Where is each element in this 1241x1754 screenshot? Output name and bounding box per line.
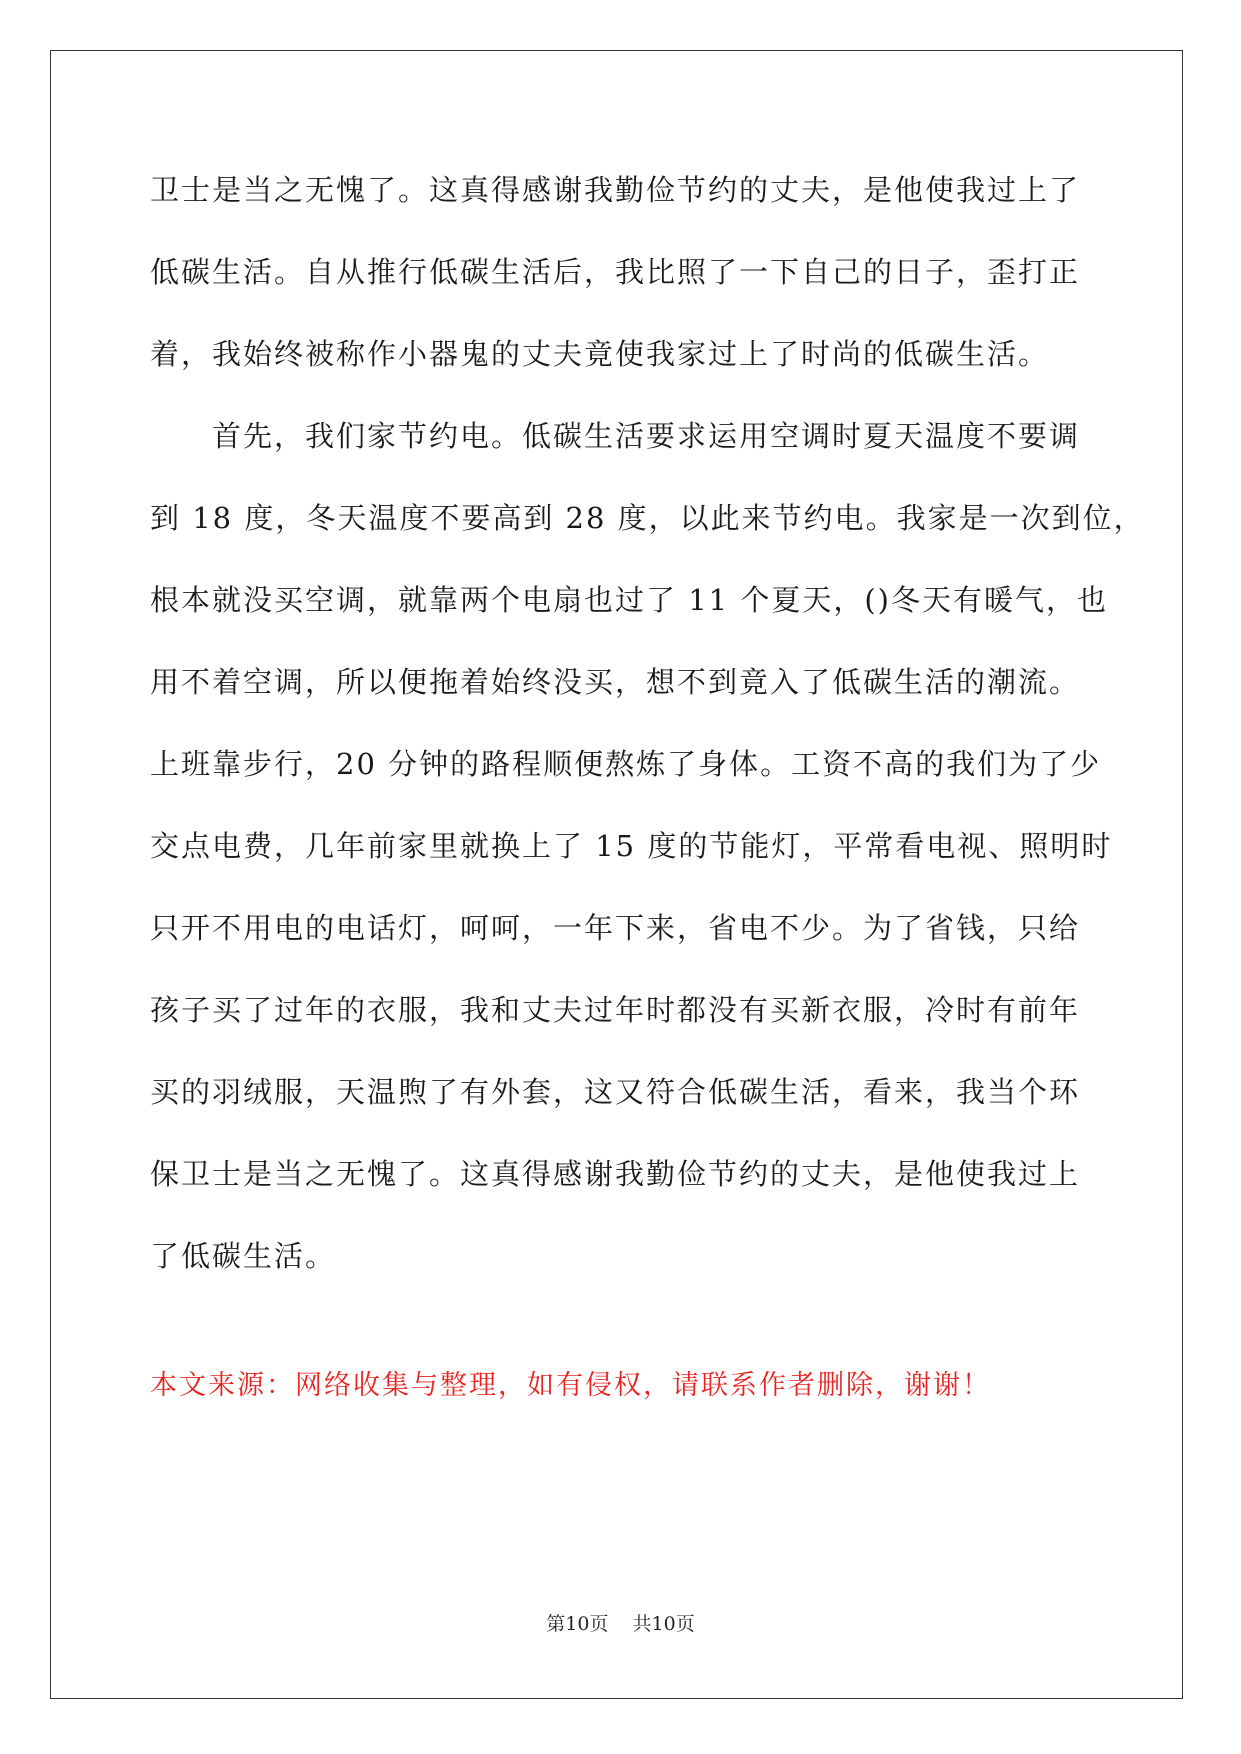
text-line: 了低碳生活。 (150, 1239, 337, 1273)
text-line: 保卫士是当之无愧了。这真得感谢我勤俭节约的丈夫，是他使我过上 (150, 1157, 1081, 1191)
text-line: 根本就没买空调，就靠两个电扇也过了 11 个夏天，()冬天有暖气，也 (150, 583, 1108, 617)
page-number: 第10页 (546, 1613, 609, 1635)
paragraph-2 (150, 395, 1145, 1379)
text-line: 卫士是当之无愧了。这真得感谢我勤俭节约的丈夫，是他使我过上了 (150, 173, 1081, 207)
text-line: 用不着空调，所以便拖着始终没买，想不到竟入了低碳生活的潮流。 (150, 665, 1081, 699)
text-line: 着，我始终被称作小器鬼的丈夫竟使我家过上了时尚的低碳生活。 (150, 337, 1050, 371)
source-note: 本文来源：网络收集与整理，如有侵权，请联系作者删除，谢谢！ (150, 1370, 991, 1401)
text-line: 只开不用电的电话灯，呵呵，一年下来，省电不少。为了省钱，只给 (150, 911, 1081, 945)
text-line: 买的羽绒服，天温煦了有外套，这又符合低碳生活，看来，我当个环 (150, 1075, 1081, 1109)
text-line: 低碳生活。自从推行低碳生活后，我比照了一下自己的日子，歪打正 (150, 255, 1081, 289)
text-line: 交点电费，几年前家里就换上了 15 度的节能灯，平常看电视、照明时 (150, 829, 1113, 863)
document-body (150, 149, 1145, 1379)
text-line: 上班靠步行，20 分钟的路程顺便熬炼了身体。工资不高的我们为了少 (150, 747, 1102, 781)
text-line: 孩子买了过年的衣服，我和丈夫过年时都没有买新衣服，冷时有前年 (150, 993, 1081, 1027)
text-line: 首先，我们家节约电。低碳生活要求运用空调时夏天温度不要调 (212, 419, 1081, 453)
paragraph-1 (150, 149, 1110, 395)
page-total: 共10页 (632, 1613, 695, 1635)
page-footer (0, 1611, 1241, 1637)
text-line: 到 18 度，冬天温度不要高到 28 度，以此来节约电。我家是一次到位， (150, 501, 1145, 535)
